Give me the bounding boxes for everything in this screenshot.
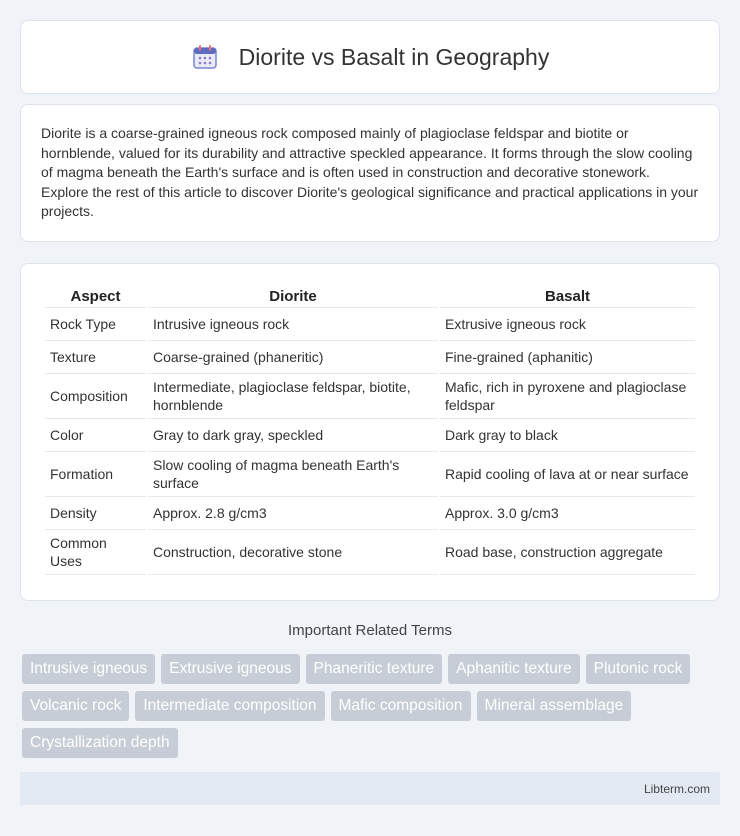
table-row (45, 308, 695, 341)
related-terms-tags (22, 654, 722, 758)
table-row (45, 497, 695, 530)
footer (20, 772, 720, 805)
footer-site-link[interactable]: Libterm.com (643, 781, 710, 796)
title-card (20, 20, 720, 94)
table-row (45, 341, 695, 374)
intro-card (20, 104, 720, 242)
cell-basalt: Mafic, rich in pyroxene and plagioclase feldspar (440, 374, 695, 419)
cell-aspect: Composition (45, 374, 146, 419)
cell-diorite: Coarse-grained (phaneritic) (148, 341, 438, 374)
tag-phaneritic-texture[interactable]: Phaneritic texture (306, 654, 443, 684)
tag-volcanic-rock[interactable]: Volcanic rock (22, 691, 129, 721)
tag-intermediate-composition[interactable]: Intermediate composition (135, 691, 324, 721)
cell-aspect: Color (45, 419, 146, 452)
cell-aspect: Formation (45, 452, 146, 497)
cell-basalt: Approx. 3.0 g/cm3 (440, 497, 695, 530)
cell-basalt: Fine-grained (aphanitic) (440, 341, 695, 374)
page-title: Diorite vs Basalt in Geography (238, 43, 550, 70)
related-terms-title: Important Related Terms (288, 622, 452, 639)
cell-aspect: Common Uses (45, 530, 146, 575)
table-row (45, 530, 695, 575)
cell-aspect: Texture (45, 341, 146, 374)
calendar-icon (191, 43, 219, 71)
cell-basalt: Road base, construction aggregate (440, 530, 695, 575)
table-row (45, 419, 695, 452)
cell-aspect: Density (45, 497, 146, 530)
comparison-table (43, 284, 697, 575)
cell-diorite: Slow cooling of magma beneath Earth's surface (148, 452, 438, 497)
cell-diorite: Intrusive igneous rock (148, 308, 438, 341)
cell-diorite: Approx. 2.8 g/cm3 (148, 497, 438, 530)
tag-aphanitic-texture[interactable]: Aphanitic texture (448, 654, 579, 684)
header-aspect: Aspect (45, 284, 146, 308)
cell-basalt: Extrusive igneous rock (440, 308, 695, 341)
cell-aspect: Rock Type (45, 308, 146, 341)
intro-paragraph: Diorite is a coarse-grained igneous rock composed mainly of plagioclase feldspar and biotite or hornblende, valued for its durability and attractive speckled appearance. It forms through the slow cooling of magma beneath the Earth's surface and is often used in construction and decorative stonework. Explore the rest of this article to discover Diorite's geological significance and practical applications in your projects. (41, 125, 699, 219)
comparison-table-card (20, 263, 720, 601)
tag-extrusive-igneous[interactable]: Extrusive igneous (161, 654, 299, 684)
header-diorite: Diorite (148, 284, 438, 308)
cell-basalt: Rapid cooling of lava at or near surface (440, 452, 695, 497)
cell-basalt: Dark gray to black (440, 419, 695, 452)
tag-mafic-composition[interactable]: Mafic composition (331, 691, 471, 721)
tag-intrusive-igneous[interactable]: Intrusive igneous (22, 654, 155, 684)
tag-plutonic-rock[interactable]: Plutonic rock (586, 654, 691, 684)
cell-diorite: Construction, decorative stone (148, 530, 438, 575)
tag-mineral-assemblage[interactable]: Mineral assemblage (477, 691, 632, 721)
cell-diorite: Gray to dark gray, speckled (148, 419, 438, 452)
tag-crystallization-depth[interactable]: Crystallization depth (22, 728, 178, 758)
header-basalt: Basalt (440, 284, 695, 308)
table-row (45, 374, 695, 419)
cell-diorite: Intermediate, plagioclase feldspar, biotite, hornblende (148, 374, 438, 419)
table-row (45, 452, 695, 497)
table-header-row (45, 284, 695, 308)
